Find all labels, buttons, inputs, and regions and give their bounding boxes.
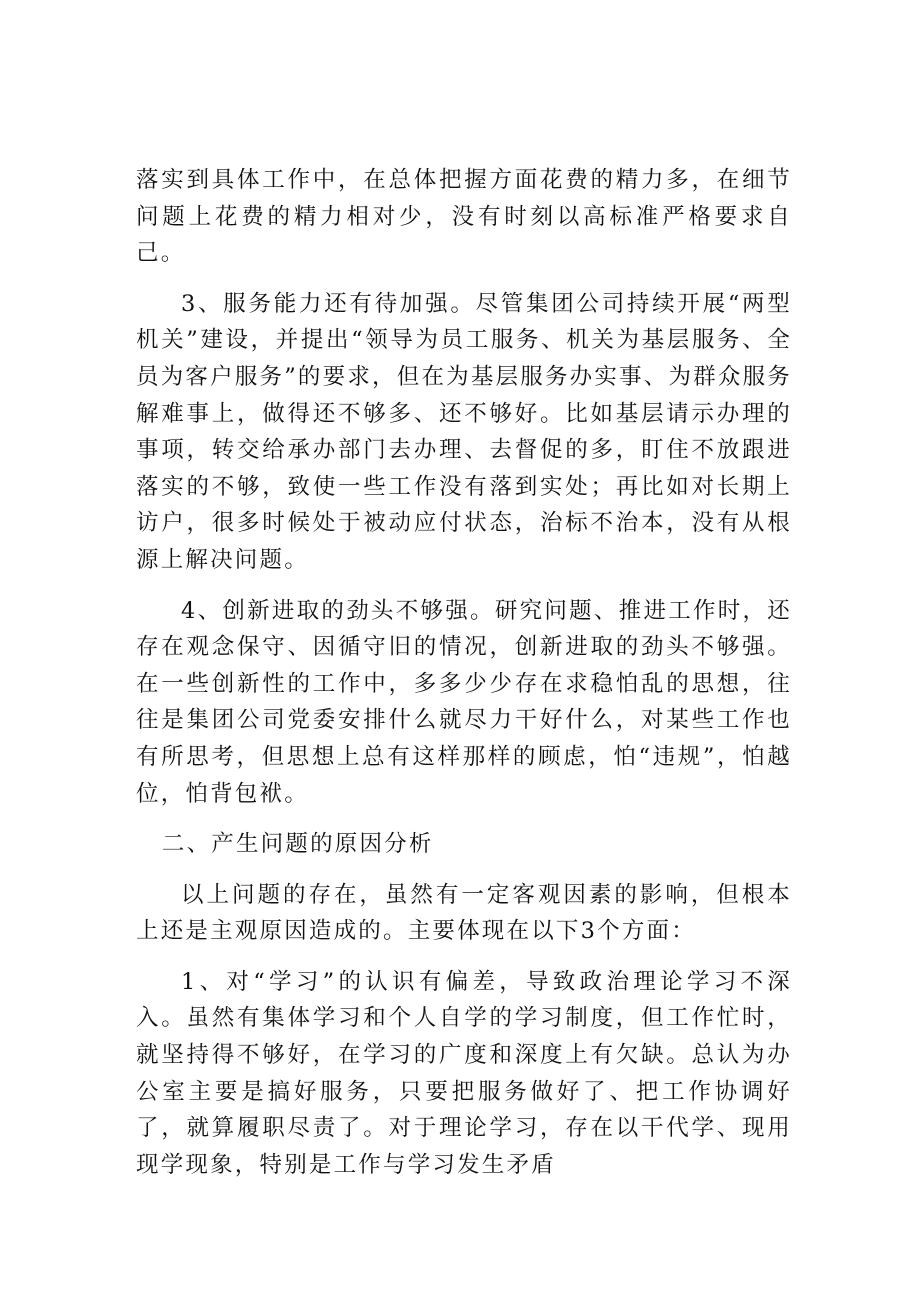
section-heading-cause-analysis: 二、产生问题的原因分析 bbox=[161, 831, 434, 858]
paragraph-cause-intro: 以上问题的存在，虽然有一定客观因素的影响，但根本上还是主观原因造成的。主要体现在以下3个方面： bbox=[136, 881, 792, 945]
paragraph-service-ability: 3、服务能力还有待加强。尽管集团公司持续开展“两型机关”建设，并提出“领导为员工服务、机关为基层服务、全员为客户服务”的要求，但在为基层服务办实事、为群众服务解难事上，做得还不够多、还不够好。比如基层请示办理的事项，转交给承办部门去办理、去督促的多，盯住不放跟进落实的不够，致使一些工作没有落到实处；再比如对长期上访户，很多时候处于被动应付状态，治标不治本，没有从根源上解决问题。 bbox=[136, 290, 792, 573]
paragraph-learning-cause: 1、对“学习”的认识有偏差，导致政治理论学习不深入。虽然有集体学习和个人自学的学习制度，但工作忙时，就坚持得不够好，在学习的广度和深度上有欠缺。总认为办公室主要是搞好服务，只要把服务做好了、把工作协调好了，就算履职尽责了。对于理论学习，存在以干代学、现用现学现象，特别是工作与学习发生矛盾 bbox=[136, 968, 792, 1178]
paragraph-continuation: 落实到具体工作中，在总体把握方面花费的精力多，在细节问题上花费的精力相对少，没有时刻以高标准严格要求自己。 bbox=[136, 167, 792, 267]
document-body bbox=[136, 162, 792, 1197]
paragraph-innovation: 4、创新进取的劲头不够强。研究问题、推进工作时，还存在观念保守、因循守旧的情况，创新进取的劲头不够强。在一些创新性的工作中，多多少少存在求稳怕乱的思想，往往是集团公司党委安排什么就尽力干好什么，对某些工作也有所思考，但思想上总有这样那样的顾虑，怕“违规”，怕越位，怕背包袱。 bbox=[136, 597, 792, 807]
